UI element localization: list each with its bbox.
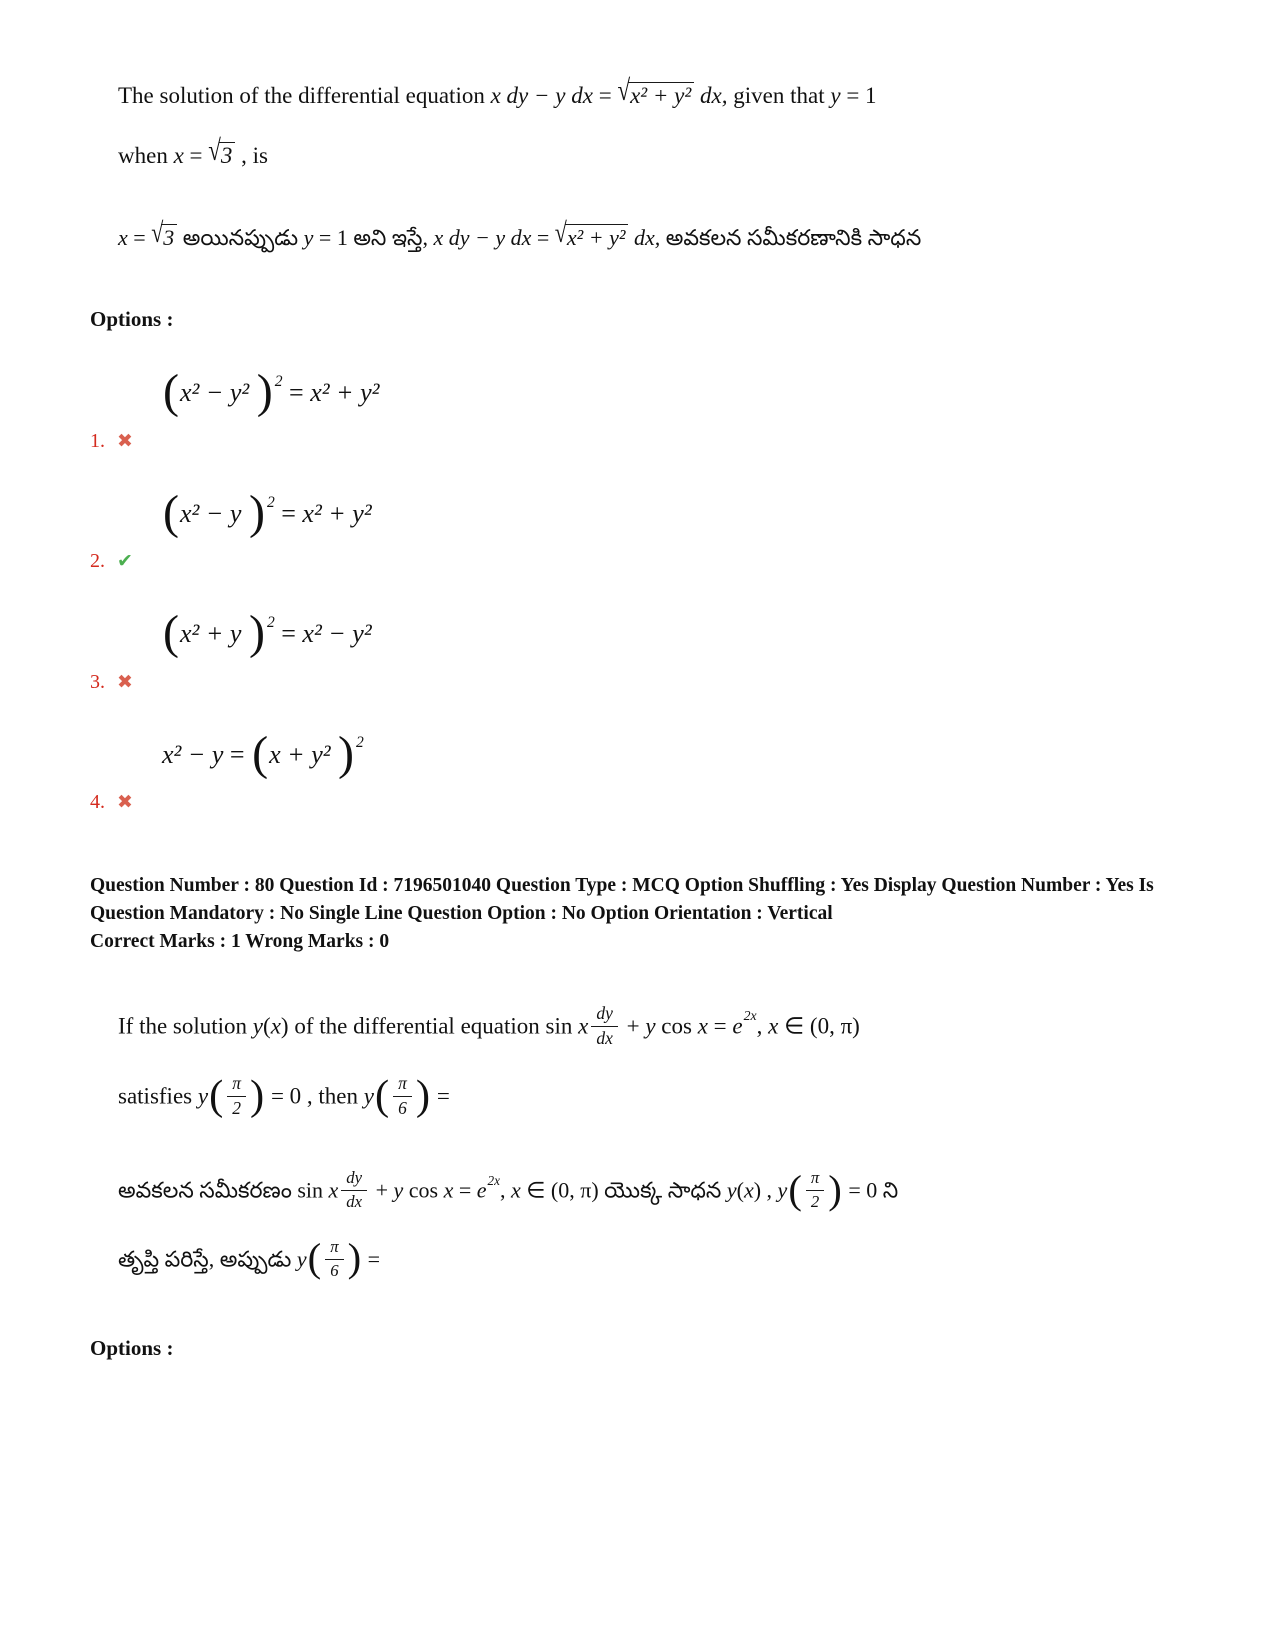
- option-number-row: [90, 550, 1205, 573]
- fraction-denominator: 2: [810, 1192, 820, 1211]
- text-segment: =: [183, 142, 209, 168]
- text-segment: (: [263, 1013, 271, 1039]
- correct-answer-icon: ✔: [117, 551, 133, 573]
- text-segment: అవకలన సమీకరణం sin: [118, 1177, 329, 1203]
- superscript: 2x: [487, 1172, 500, 1188]
- superscript: 2: [266, 614, 275, 632]
- option-number-row: [90, 671, 1205, 694]
- radicand: 3: [219, 142, 236, 168]
- right-paren: ): [338, 726, 355, 780]
- math-segment: x² − y²: [180, 378, 256, 408]
- fraction-numerator: π: [806, 1168, 824, 1191]
- text-segment: =: [362, 1246, 381, 1272]
- text-segment: cos: [403, 1177, 444, 1203]
- right-paren: ): [828, 1166, 842, 1212]
- radical-sign: √: [208, 134, 221, 167]
- math-segment: y: [363, 1084, 374, 1110]
- option-item: [90, 365, 1205, 452]
- left-paren: (: [163, 485, 180, 539]
- math-segment: x: [443, 1177, 454, 1203]
- square-root: [151, 216, 177, 251]
- question-text-en-line2: [118, 134, 1178, 174]
- option-item: [90, 606, 1205, 693]
- fraction: [341, 1168, 367, 1213]
- fraction-numerator: dy: [591, 1003, 618, 1027]
- question-80-text-en-line1: [118, 1002, 1178, 1052]
- math-segment: x² − y: [162, 739, 224, 769]
- option-formula: [162, 485, 1205, 539]
- right-paren: ): [256, 365, 273, 419]
- math-segment: x: [270, 1013, 281, 1039]
- math-segment: y: [197, 1084, 209, 1110]
- math-segment: y: [303, 225, 314, 251]
- math-segment: y: [830, 83, 841, 108]
- fraction: [227, 1073, 246, 1120]
- fraction: [325, 1237, 343, 1282]
- math-segment: y: [252, 1013, 264, 1039]
- text-segment: = 1: [840, 83, 877, 108]
- text-segment: అయినప్పుడు: [177, 225, 304, 251]
- question-text-en-line1: [118, 74, 1178, 114]
- text-segment: ∈ (0, π) యొక్క సాధన: [520, 1177, 727, 1203]
- square-root: [554, 216, 629, 251]
- square-root: [617, 74, 694, 108]
- math-segment: x: [578, 1013, 589, 1039]
- math-segment: y: [645, 1013, 656, 1039]
- superscript: 2: [266, 493, 275, 511]
- text-segment: The solution of the differential equation: [118, 83, 491, 108]
- text-segment: ,: [756, 1013, 769, 1039]
- question-block-80: [90, 1002, 1205, 1361]
- text-segment: =: [282, 378, 311, 408]
- option-formula: [162, 606, 1205, 660]
- math-segment: x: [173, 142, 184, 168]
- option-number-row: [90, 430, 1205, 453]
- radicand: 3: [161, 224, 177, 250]
- option-item: [90, 726, 1205, 814]
- math-segment: x² + y²: [310, 378, 380, 408]
- left-paren: (: [209, 1071, 224, 1119]
- text-segment: +: [370, 1177, 394, 1203]
- option-number: 3.: [90, 670, 105, 693]
- left-paren: (: [307, 1235, 322, 1281]
- question-block-1: [90, 74, 1205, 814]
- options-label: Options :: [90, 1335, 174, 1360]
- math-segment: y: [726, 1177, 737, 1203]
- left-paren: (: [374, 1071, 390, 1119]
- fraction: [393, 1073, 412, 1120]
- radical-sign: √: [151, 216, 164, 249]
- text-segment: =: [592, 83, 618, 108]
- text-segment: =: [707, 1013, 733, 1039]
- text-segment: ) ,: [753, 1177, 778, 1203]
- math-segment: x: [328, 1177, 339, 1203]
- math-segment: x dy − y dx: [490, 83, 593, 108]
- text-segment: ,: [499, 1177, 511, 1203]
- math-segment: x² − y²: [302, 619, 372, 649]
- wrong-answer-icon: ✖: [117, 430, 133, 452]
- option-number: 2.: [90, 550, 105, 573]
- text-segment: =: [274, 498, 303, 528]
- math-segment: x: [510, 1177, 521, 1203]
- text-segment: when: [118, 142, 174, 168]
- radical-sign: √: [617, 74, 631, 107]
- radicand: x² + y²: [628, 82, 694, 108]
- superscript: 2: [356, 734, 364, 752]
- right-paren: ): [248, 606, 265, 660]
- fraction-denominator: dx: [346, 1192, 363, 1211]
- left-paren: (: [163, 606, 180, 660]
- text-segment: =: [431, 1084, 450, 1110]
- text-segment: = 0 , then: [265, 1084, 364, 1110]
- option-number: 1.: [90, 429, 105, 452]
- text-segment: = 0 ని: [842, 1177, 899, 1203]
- question-80-text-telugu-line2: [118, 1235, 1178, 1284]
- math-segment: x dy − y dx: [433, 225, 532, 251]
- fraction: [591, 1003, 618, 1050]
- fraction-numerator: π: [227, 1073, 246, 1097]
- question-80-text-telugu-line1: [118, 1166, 1178, 1215]
- text-segment: =: [531, 225, 555, 251]
- question-text-telugu: [118, 216, 1178, 255]
- left-paren: (: [163, 365, 180, 419]
- question-80-text-en-line2: [118, 1071, 1178, 1122]
- right-paren: ): [415, 1071, 431, 1119]
- option-formula: [162, 365, 1205, 419]
- question-meta-line1: Question Number : 80 Question Id : 7196501040 Question Type : MCQ Option Shuffling : Yes Display Question Number : Yes Is Question Mandatory : No Single Line Question Option : No Option Orientation : Vertical: [90, 874, 1154, 925]
- math-segment: x² + y: [180, 619, 248, 649]
- square-root: [208, 134, 235, 168]
- text-segment: +: [620, 1013, 646, 1039]
- math-segment: x² − y: [180, 498, 248, 528]
- question-meta-block: [90, 872, 1185, 957]
- question-meta-line2: Correct Marks : 1 Wrong Marks : 0: [90, 931, 390, 953]
- text-segment: =: [127, 225, 152, 251]
- option-formula: [162, 726, 1205, 780]
- math-segment: dx,: [628, 225, 661, 251]
- right-paren: ): [347, 1235, 362, 1281]
- math-segment: x: [743, 1177, 754, 1203]
- fraction-denominator: 6: [398, 1098, 407, 1119]
- text-segment: =: [274, 619, 303, 649]
- text-segment: given that: [727, 83, 831, 108]
- wrong-answer-icon: ✖: [117, 791, 133, 813]
- math-segment: x: [118, 225, 128, 251]
- right-paren: ): [250, 1071, 265, 1119]
- text-segment: satisfies: [118, 1084, 198, 1110]
- option-item: [90, 485, 1205, 573]
- text-segment: ) of the differential equation sin: [280, 1013, 579, 1039]
- math-segment: x² + y²: [302, 498, 372, 528]
- text-segment: cos: [655, 1013, 698, 1039]
- superscript: 2: [274, 373, 283, 391]
- fraction-numerator: π: [393, 1073, 412, 1097]
- math-segment: e: [732, 1013, 743, 1039]
- text-segment: =: [453, 1177, 477, 1203]
- radical-sign: √: [554, 216, 567, 249]
- options-label: Options :: [90, 307, 174, 332]
- text-segment: అవకలన సమీకరణానికి సాధన: [660, 225, 922, 251]
- radicand: x² + y²: [565, 224, 629, 250]
- fraction-numerator: dy: [341, 1168, 367, 1191]
- superscript: 2x: [743, 1007, 757, 1023]
- fraction-denominator: dx: [596, 1027, 613, 1048]
- text-segment: = 1 అని ఇస్తే,: [313, 225, 434, 251]
- fraction-denominator: 2: [232, 1098, 241, 1119]
- math-segment: x: [697, 1013, 708, 1039]
- text-segment: తృప్తి పరిస్తే, అప్పుడు: [118, 1246, 297, 1272]
- text-segment: If the solution: [118, 1013, 253, 1039]
- options-list: [90, 365, 1205, 814]
- math-segment: dx,: [694, 83, 728, 108]
- left-paren: (: [788, 1166, 802, 1212]
- fraction: [806, 1168, 824, 1213]
- math-segment: y: [393, 1177, 404, 1203]
- math-segment: e: [476, 1177, 487, 1203]
- text-segment: , is: [235, 142, 268, 168]
- wrong-answer-icon: ✖: [117, 671, 133, 693]
- fraction-numerator: π: [325, 1237, 343, 1260]
- math-segment: x + y²: [269, 739, 338, 769]
- math-segment: y: [296, 1246, 307, 1272]
- math-segment: y: [777, 1177, 788, 1203]
- text-segment: (: [736, 1177, 744, 1203]
- option-number: 4.: [90, 790, 105, 813]
- left-paren: (: [252, 726, 269, 780]
- math-segment: x: [768, 1013, 779, 1039]
- text-segment: ∈ (0, π): [778, 1013, 860, 1039]
- text-segment: =: [223, 739, 252, 769]
- right-paren: ): [248, 485, 265, 539]
- option-number-row: [90, 791, 1205, 814]
- fraction-denominator: 6: [330, 1260, 339, 1280]
